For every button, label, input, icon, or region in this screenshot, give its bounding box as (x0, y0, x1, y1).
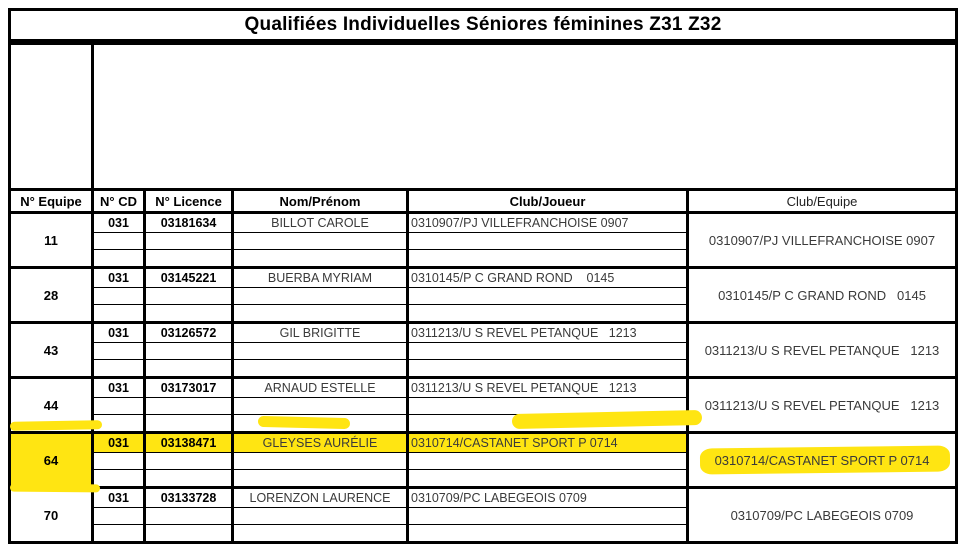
empty-cell (231, 342, 406, 359)
empty-cell (143, 414, 231, 431)
club-equipe-cell (686, 489, 955, 541)
empty-top-band (11, 45, 955, 191)
team-block (11, 211, 955, 266)
cd-cell: 031 (91, 324, 143, 342)
team-number-cell: 43 (43, 342, 59, 358)
empty-cell (406, 287, 686, 304)
club-joueur-cell: 0310145/P C GRAND ROND 0145 (406, 269, 686, 287)
empty-top-left-cell (11, 45, 91, 188)
empty-cell (91, 359, 143, 376)
empty-cell (91, 397, 143, 414)
table-header-row (11, 191, 955, 211)
empty-cell (231, 397, 406, 414)
licence-cell: 03145221 (143, 269, 231, 287)
empty-cell (143, 507, 231, 524)
qualification-table (8, 42, 958, 544)
empty-cell (91, 232, 143, 249)
club-equipe-cell (686, 379, 955, 431)
empty-cell (231, 359, 406, 376)
empty-cell (406, 342, 686, 359)
team-block (11, 321, 955, 376)
empty-cell (143, 524, 231, 541)
club-equipe-text: 0311213/U S REVEL PETANQUE 1213 (704, 342, 940, 358)
club-equipe-text: 0311213/U S REVEL PETANQUE 1213 (704, 397, 940, 413)
club-equipe-text: 0310709/PC LABEGEOIS 0709 (730, 507, 914, 523)
name-cell: GLEYSES AURÉLIE (231, 434, 406, 452)
club-equipe-text: 0310907/PJ VILLEFRANCHOISE 0907 (708, 232, 936, 248)
licence-cell: 03173017 (143, 379, 231, 397)
title-box (8, 8, 958, 42)
team-number-cell: 70 (43, 507, 59, 523)
club-joueur-cell: 0310709/PC LABEGEOIS 0709 (406, 489, 686, 507)
page-title: Qualifiées Individuelles Séniores féminines Z31 Z32 (244, 14, 722, 35)
team-block (11, 376, 955, 431)
licence-cell: 03181634 (143, 214, 231, 232)
club-equipe-cell (686, 324, 955, 376)
cd-cell: 031 (91, 434, 143, 452)
empty-top-right-cell (91, 45, 955, 188)
column-header-licence: N° Licence (143, 191, 231, 211)
empty-cell (231, 414, 406, 431)
name-cell: BILLOT CAROLE (231, 214, 406, 232)
team-block (11, 431, 955, 486)
team-number-cell: 64 (11, 434, 91, 486)
name-cell: LORENZON LAURENCE (231, 489, 406, 507)
empty-cell (143, 397, 231, 414)
club-joueur-cell: 0310907/PJ VILLEFRANCHOISE 0907 (406, 214, 686, 232)
empty-cell (143, 304, 231, 321)
empty-cell (231, 524, 406, 541)
empty-cell (91, 287, 143, 304)
licence-cell: 03133728 (143, 489, 231, 507)
empty-cell (143, 249, 231, 266)
licence-cell: 03126572 (143, 324, 231, 342)
name-cell: GIL BRIGITTE (231, 324, 406, 342)
cd-cell: 031 (91, 269, 143, 287)
empty-cell (91, 342, 143, 359)
club-equipe-cell (686, 214, 955, 266)
column-header-nom: Nom/Prénom (231, 191, 406, 211)
empty-cell (91, 469, 143, 486)
empty-cell (231, 304, 406, 321)
empty-cell (91, 452, 143, 469)
column-header-club-joueur: Club/Joueur (406, 191, 686, 211)
empty-cell (91, 507, 143, 524)
team-number-cell: 11 (44, 232, 58, 248)
empty-cell (406, 232, 686, 249)
empty-cell (406, 507, 686, 524)
empty-cell (231, 287, 406, 304)
team-block (11, 486, 955, 541)
team-number-cell: 44 (43, 397, 59, 413)
empty-cell (406, 524, 686, 541)
empty-cell (406, 397, 686, 414)
empty-cell (91, 249, 143, 266)
club-equipe-cell (686, 269, 955, 321)
name-cell: BUERBA MYRIAM (231, 269, 406, 287)
club-equipe-cell (686, 434, 955, 486)
empty-cell (231, 507, 406, 524)
empty-cell (91, 414, 143, 431)
empty-cell (406, 414, 686, 431)
empty-cell (231, 469, 406, 486)
cd-cell: 031 (91, 379, 143, 397)
club-joueur-cell: 0310714/CASTANET SPORT P 0714 (406, 434, 686, 452)
column-header-club-equipe: Club/Equipe (686, 191, 955, 211)
empty-cell (143, 342, 231, 359)
column-header-equipe: N° Equipe (20, 193, 82, 209)
column-header-cd: N° CD (91, 191, 143, 211)
empty-cell (143, 469, 231, 486)
empty-cell (91, 304, 143, 321)
cd-cell: 031 (91, 214, 143, 232)
empty-cell (231, 249, 406, 266)
empty-cell (143, 232, 231, 249)
empty-cell (406, 304, 686, 321)
empty-cell (406, 249, 686, 266)
club-equipe-text: 0310714/CASTANET SPORT P 0714 (714, 452, 930, 468)
team-block (11, 266, 955, 321)
empty-cell (143, 452, 231, 469)
empty-cell (406, 452, 686, 469)
club-joueur-cell: 0311213/U S REVEL PETANQUE 1213 (406, 379, 686, 397)
licence-cell: 03138471 (143, 434, 231, 452)
empty-cell (406, 359, 686, 376)
team-number-cell: 28 (43, 287, 59, 303)
empty-cell (231, 232, 406, 249)
empty-cell (143, 359, 231, 376)
cd-cell: 031 (91, 489, 143, 507)
club-equipe-text: 0310145/P C GRAND ROND 0145 (718, 287, 926, 303)
club-joueur-cell: 0311213/U S REVEL PETANQUE 1213 (406, 324, 686, 342)
name-cell: ARNAUD ESTELLE (231, 379, 406, 397)
empty-cell (406, 469, 686, 486)
empty-cell (231, 452, 406, 469)
empty-cell (91, 524, 143, 541)
empty-cell (143, 287, 231, 304)
